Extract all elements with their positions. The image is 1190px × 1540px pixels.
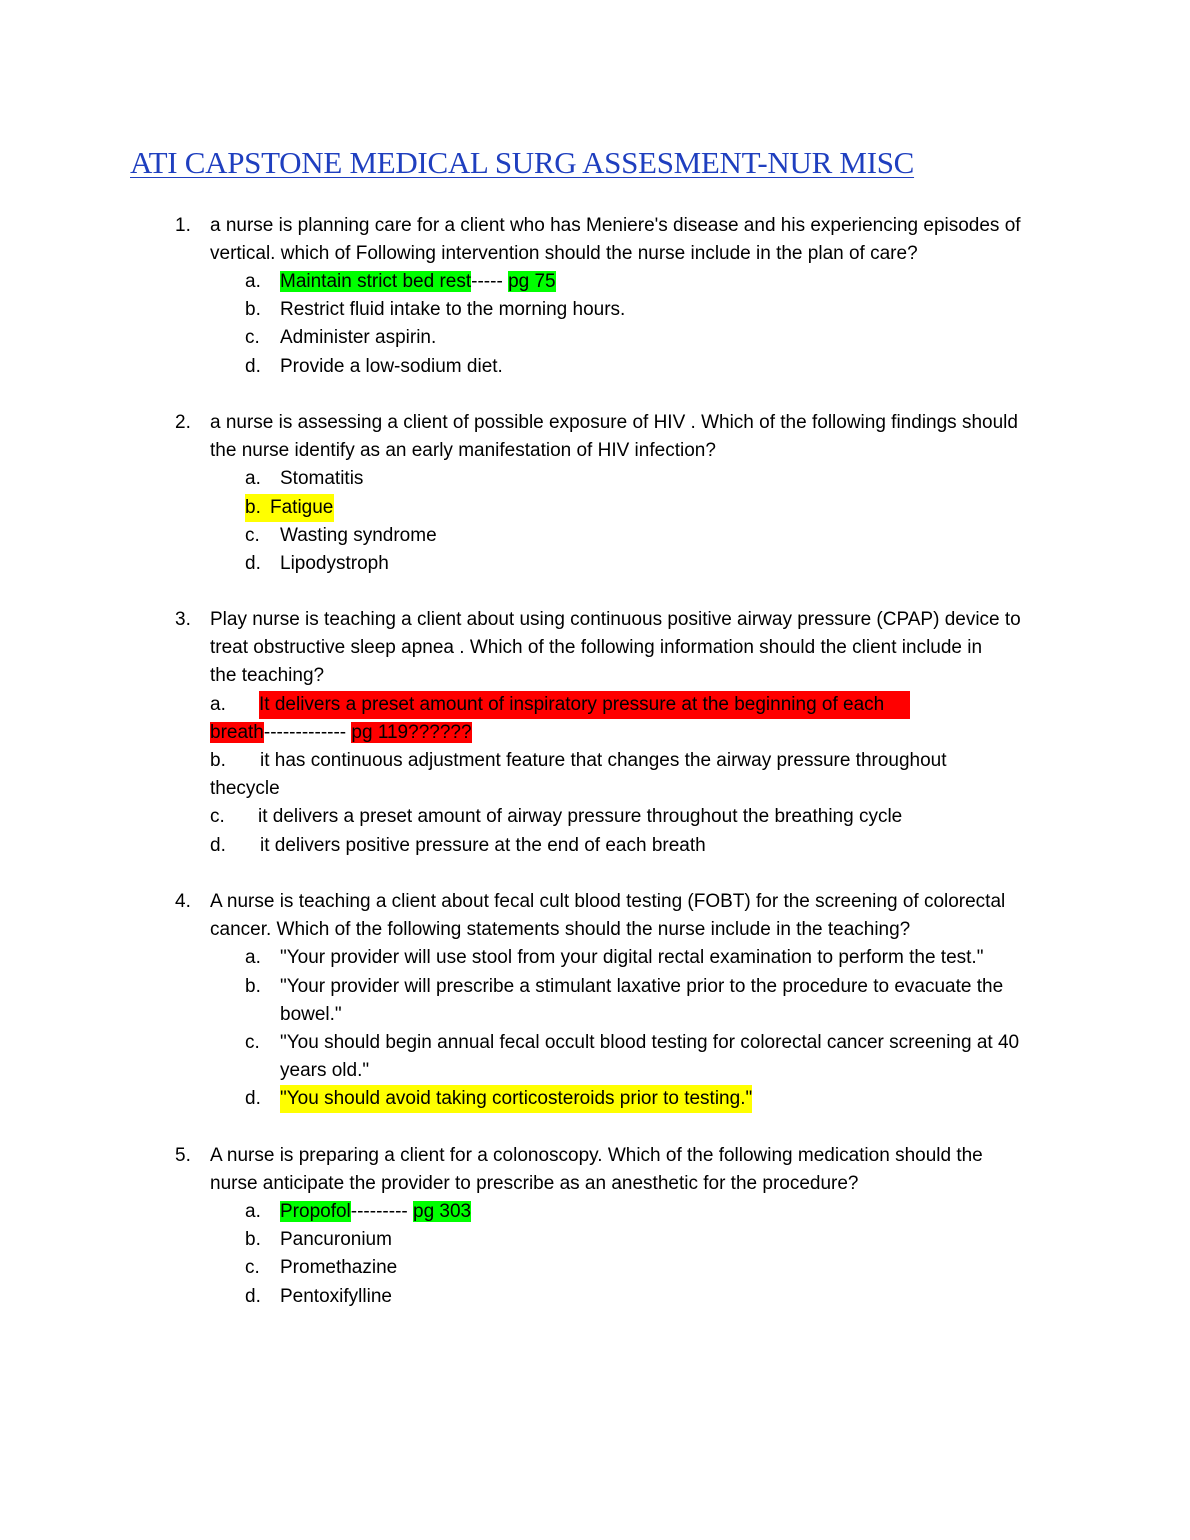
page-reference: pg 75 — [508, 271, 556, 292]
option-3c-letter: c. — [210, 806, 225, 827]
option-text: Lipodystroph — [280, 553, 389, 574]
option-letter: a. — [245, 1201, 261, 1222]
question-text-line: a nurse is assessing a client of possible exposure of HIV . Which of the following findings should — [210, 412, 1018, 433]
question-text-line: Play nurse is teaching a client about using continuous positive airway pressure (CPAP) device to — [210, 609, 1021, 630]
question-text-line: a nurse is planning care for a client who has Meniere's disease and his experiencing episodes of — [210, 215, 1021, 236]
option-letter: c. — [245, 525, 260, 546]
question-text-line: vertical. which of Following intervention should the nurse include in the plan of care? — [210, 243, 918, 264]
answer-highlight: Fatigue — [270, 497, 334, 518]
option-text: Promethazine — [280, 1257, 398, 1278]
answer-highlight: Maintain strict bed rest — [280, 271, 472, 292]
dash-separator: ------------- — [263, 722, 352, 743]
answer-highlight: breath — [210, 722, 264, 743]
option-text: Pentoxifylline — [280, 1286, 392, 1307]
answer-highlight: Propofol — [280, 1201, 351, 1222]
question-text-line: the nurse identify as an early manifestation of HIV infection? — [210, 440, 716, 461]
option-letter: a. — [245, 947, 261, 968]
option-letter: b. — [245, 1229, 261, 1250]
option-text: it has continuous adjustment feature that changes the airway pressure throughout — [260, 750, 947, 771]
question-number: 4. — [175, 891, 191, 912]
option-text: "Your provider will prescribe a stimulant laxative prior to the procedure to evacuate the — [280, 976, 1004, 997]
option-text: it delivers positive pressure at the end of each breath — [260, 835, 706, 856]
option-text: "You should begin annual fecal occult blood testing for colorectal cancer screening at 40 — [280, 1032, 1020, 1053]
option-text: bowel." — [280, 1004, 342, 1025]
option-letter: b. — [245, 497, 261, 518]
option-letter: c. — [245, 1032, 260, 1053]
option-text: Wasting syndrome — [280, 525, 437, 546]
question-text-line: A nurse is teaching a client about fecal cult blood testing (FOBT) for the screening of colorectal — [210, 891, 1006, 912]
question-text-line: the teaching? — [210, 665, 325, 686]
option-letter: d. — [245, 1088, 261, 1109]
dash-separator: --------- — [350, 1201, 414, 1222]
option-text: Administer aspirin. — [280, 327, 437, 348]
option-text: thecycle — [210, 778, 280, 799]
option-3b-letter: b. — [210, 750, 226, 771]
option-text: Provide a low-sodium diet. — [280, 356, 503, 377]
option-2b — [245, 494, 334, 522]
option-text: it delivers a preset amount of airway pressure throughout the breathing cycle — [258, 806, 903, 827]
option-letter: c. — [245, 1257, 260, 1278]
question-text-line: cancer. Which of the following statements should the nurse include in the teaching? — [210, 919, 911, 940]
question-number: 3. — [175, 609, 191, 630]
option-letter: b. — [245, 976, 261, 997]
option-letter: a. — [245, 468, 261, 489]
option-text: "Your provider will use stool from your digital rectal examination to perform the test." — [280, 947, 984, 968]
page-reference: pg 119?????? — [351, 722, 472, 743]
dash-separator: ----- — [471, 271, 509, 292]
option-text: Restrict fluid intake to the morning hours. — [280, 299, 626, 320]
option-letter: a. — [245, 271, 261, 292]
page-reference: pg 303 — [413, 1201, 472, 1222]
option-3a-letter: a. — [210, 694, 226, 715]
question-number: 5. — [175, 1145, 191, 1166]
option-text: years old." — [280, 1060, 370, 1081]
option-letter: d. — [245, 1286, 261, 1307]
question-text-line: nurse anticipate the provider to prescribe as an anesthetic for the procedure? — [210, 1173, 859, 1194]
document-title[interactable]: ATI CAPSTONE MEDICAL SURG ASSESMENT-NUR MISC — [130, 145, 915, 180]
option-3a-continuation — [210, 719, 472, 747]
question-text-line: treat obstructive sleep apnea . Which of the following information should the client include in — [210, 637, 983, 658]
option-text: Pancuronium — [280, 1229, 392, 1250]
option-letter: b. — [245, 299, 261, 320]
option-letter: c. — [245, 327, 260, 348]
question-text-line: A nurse is preparing a client for a colonoscopy. Which of the following medication should the — [210, 1145, 983, 1166]
question-number: 1. — [175, 215, 191, 236]
question-number: 2. — [175, 412, 191, 433]
option-letter: d. — [245, 553, 261, 574]
option-text: Stomatitis — [280, 468, 364, 489]
answer-highlight: It delivers a preset amount of inspiratory pressure at the beginning of each — [259, 691, 910, 719]
answer-highlight: "You should avoid taking corticosteroids prior to testing." — [280, 1085, 752, 1113]
option-letter: d. — [245, 356, 261, 377]
option-3d-letter: d. — [210, 835, 226, 856]
